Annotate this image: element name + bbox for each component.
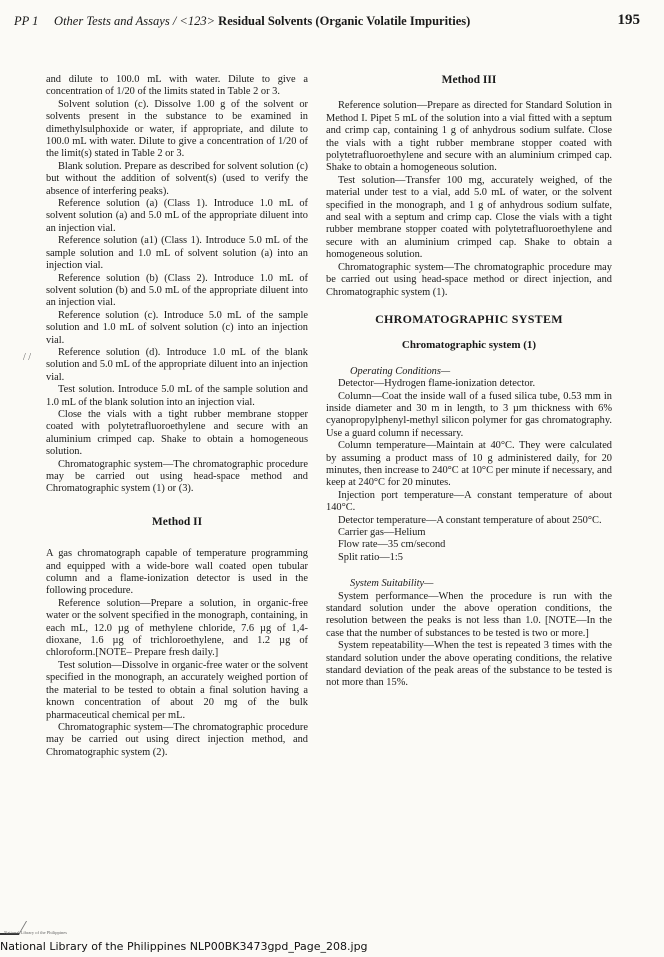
paragraph: Reference solution (a) (Class 1). Introduce 1.0 mL of solvent solution (a) and 5.0 mL of the appropriate diluent into an injection vial. — [46, 198, 308, 234]
chromatographic-system-1-heading: Chromatographic system (1) — [401, 339, 537, 352]
condition-item: Flow rate—35 cm/second — [338, 539, 446, 551]
condition-item: Column—Coat the inside wall of a fused silica tube, 0.53 mm in inside diameter and 30 m in length, to 3 µm thickness with 6% cyanopropylphenyl-methyl silicon polymer for gas chromatography. Use a guard column if necessary. — [326, 390, 612, 439]
margin-mark: / / — [23, 352, 32, 363]
page-number: 195 — [617, 12, 640, 28]
paragraph: Reference solution (b) (Class 2). Introduce 1.0 mL of solvent solution (b) and 5.0 mL of the appropriate diluent into an injection vial. — [46, 272, 308, 309]
paragraph: Close the vials with a tight rubber membrane stopper coated with polytetrafluoroethylene and secure with an aluminium crimped cap. Shake to obtain a homogeneous solution. — [46, 408, 308, 458]
paragraph: Solvent solution (c). Dissolve 1.00 g of the solvent or solvents present in the substance to be examined in dimethylsulphoxide or water, if appropriate, and dilute to 100.0 mL with water. Dilute to give a concentration of 1/20 of the limit(s) stated in Table 2 or 3. — [46, 98, 308, 160]
suitability-item: System repeatability—When the test is repeated 3 times with the standard solution under the above operating conditions, the relative standard deviation of the peak areas of the substance to be tested is not more than 15%. — [326, 640, 612, 689]
chromatographic-system-heading: CHROMATOGRAPHIC SYSTEM — [375, 311, 563, 326]
chapter-code: <123> — [179, 14, 216, 28]
left-column — [46, 74, 308, 759]
paragraph: Reference solution (a1) (Class 1). Introduce 5.0 mL of the sample solution and 1.0 mL of solvent solution (a) into an injection vial. — [46, 235, 308, 272]
header-left — [14, 14, 470, 29]
running-header — [14, 12, 640, 34]
system-suitability-heading: System Suitability— — [350, 578, 434, 590]
condition-item: Carrier gas—Helium — [338, 527, 426, 538]
fine-print: National Library of the Philippines — [4, 930, 67, 935]
paragraph: Chromatographic system—The chromatographic procedure may be carried out using direct injection method, and Chromatographic system (2). — [46, 721, 308, 758]
page-label: PP 1 — [14, 14, 39, 28]
condition-item: Injection port temperature—A constant temperature of about 140°C. — [326, 489, 612, 514]
paragraph: Reference solution—Prepare as directed for Standard Solution in Method I. Pipet 5 mL of the solution into a vial fitted with a septum and crimp cap, containing 1 g of anhydrous sodium sulfate. Close the vials with a tight rubber membrane stopper coated with polytetrafluoroethylene and secure with an aluminium crimped cap. Shake to obtain a homogeneous solution. — [326, 100, 612, 174]
condition-item: Detector—Hydrogen flame-ionization detector. — [338, 378, 536, 390]
paragraph: Test solution—Transfer 100 mg, accurately weighed, of the material under test to a vial, add 5.0 mL of water, or the solvent specified in the monograph, and 1 g of anhydrous sodium sulfate, and seal with a septum and crimp cap. Close the vials with a tight rubber membrane stopper coated with polytetrafluoroethylene and secure with an aluminium crimped cap. Shake to obtain a homogeneous solution. — [326, 174, 612, 261]
paragraph: Reference solution—Prepare a solution, in organic-free water or the solvent specified in the monograph, containing, in each mL, 12.0 µg of methylene chloride, 7.6 µg of 1,4-dioxane, 1.6 µg of trichloroethylene, and 1.2 µg of chloroform.[NOTE– Prepare fresh daily.] — [46, 597, 308, 659]
paragraph: Blank solution. Prepare as described for solvent solution (c) but without the addition of solvent(s) (used to verify the absence of interfering peaks). — [46, 160, 308, 197]
paragraph: A gas chromatograph capable of temperature programming and equipped with a wide-bore wall coated open tubular column and a flame-ionization detector is used in the following procedure. — [46, 548, 308, 597]
paragraph: and dilute to 100.0 mL with water. Dilute to give a concentration of 1/20 of the limits stated in Table 2 or 3. — [46, 74, 308, 98]
paragraph: Test solution—Dissolve in organic-free water or the solvent specified in the monograph, an accurately weighed portion of the material to be tested to obtain a final solution having a known concentration of about 20 mg of the bulk pharmaceutical chemical per mL. — [46, 659, 308, 721]
section-label: Other Tests and Assays / — [54, 14, 177, 28]
paragraph: Reference solution (d). Introduce 1.0 mL of the blank solution and 5.0 mL of the appropriate diluent into an injection vial. — [46, 346, 308, 383]
paragraph: Reference solution (c). Introduce 5.0 mL of the sample solution and 1.0 mL of solvent solution (c) into an injection vial. — [46, 309, 308, 346]
method-3-heading: Method III — [441, 74, 497, 86]
paragraph: Test solution. Introduce 5.0 mL of the sample solution and 1.0 mL of the blank solution into an injection vial. — [46, 384, 308, 408]
condition-item: Column temperature—Maintain at 40°C. They were calculated by assuming a product mass of 10 g administered daily, for 20 minutes, then increase to 240°C at 10°C per minute if necessary, and keep at 240°C for 20 minutes. — [326, 440, 612, 489]
chapter-title: Residual Solvents (Organic Volatile Impurities) — [218, 14, 471, 28]
condition-item: Split ratio—1:5 — [338, 551, 403, 563]
right-column — [326, 74, 612, 690]
paragraph: Chromatographic system—The chromatographic procedure may be carried out using head-space method and Chromatographic system (1) or (3). — [46, 458, 308, 495]
operating-conditions-heading: Operating Conditions— — [350, 365, 451, 377]
paragraph: Chromatographic system—The chromatographic procedure may be carried out using head-space method or direct injection, and Chromatographic system (1). — [326, 261, 612, 298]
condition-item: Detector temperature—A constant temperature of about 250°C. — [338, 514, 602, 526]
suitability-item: System performance—When the procedure is run with the standard solution under the above operation conditions, the resolution between the peaks is not less than 1.0. [NOTE—In the case that the number of substances to be tested is two or more.] — [326, 590, 612, 639]
scan-footer: National Library of the Philippines NLP00BK3473gpd_Page_208.jpg — [0, 940, 368, 953]
method-2-heading: Method II — [151, 515, 203, 528]
